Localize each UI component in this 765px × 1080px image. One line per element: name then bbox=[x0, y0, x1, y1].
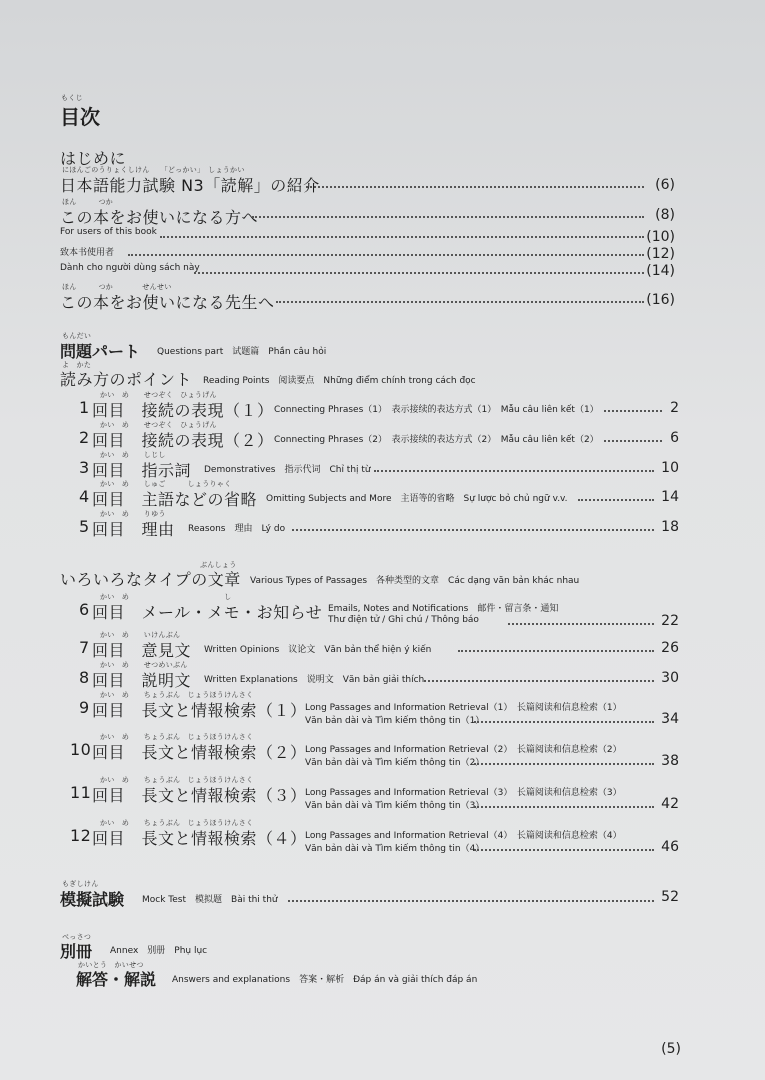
section-heading-mock: 模擬試験 bbox=[60, 890, 125, 909]
lesson-row bbox=[0, 815, 765, 857]
toc-entry-title: 日本語能力試験 N3「読解」の紹介 bbox=[60, 176, 320, 195]
leader-dots bbox=[508, 623, 654, 625]
section-heading-reading-points: 読み方のポイント bbox=[60, 370, 193, 389]
lesson-subtitle: Emails, Notes and Notifications 邮件・留言条・通知 bbox=[328, 604, 559, 614]
lesson-page: 18 bbox=[661, 519, 679, 535]
lesson-subtitle: Long Passages and Information Retrieval（4） 长篇阅读和信息检索（4） bbox=[305, 831, 622, 841]
section-subtitle: Annex 别册 Phụ lục bbox=[110, 946, 208, 956]
section-heading-answers: 解答・解説 bbox=[76, 970, 157, 989]
lesson-page: 6 bbox=[670, 430, 679, 446]
toc-entry-title: 致本书使用者 bbox=[60, 248, 115, 258]
lesson-number: 1 bbox=[79, 398, 90, 417]
lesson-title: 回目 理由 bbox=[92, 520, 175, 539]
toc-entry-title: この本をお使いになる先生へ bbox=[60, 293, 275, 312]
toc-ruby: にほんごのうりょくしけん 「どっかい」 しょうかい bbox=[62, 166, 245, 174]
lesson-number: 3 bbox=[79, 458, 90, 477]
section-subtitle: Reading Points 阅读要点 Những điểm chính trong cách đọc bbox=[203, 376, 476, 386]
leader-dots bbox=[474, 763, 654, 765]
toc-entry-title: この本をお使いになる方へ bbox=[60, 208, 259, 227]
section-subtitle: Answers and explanations 答案・解析 Đáp án và giải thích đáp án bbox=[172, 975, 478, 985]
lesson-ruby: かい め しじし bbox=[100, 451, 166, 459]
lesson-title: 回目 説明文 bbox=[92, 671, 192, 690]
lesson-ruby: かい め ちょうぶん じょうほうけんさく bbox=[100, 691, 254, 699]
section-ruby: ぶんしょう bbox=[200, 561, 237, 569]
section-ruby: もんだい bbox=[62, 332, 92, 340]
lesson-ruby: かい め せつめいぶん bbox=[100, 661, 188, 669]
lesson-row bbox=[0, 772, 765, 814]
section-ruby: かいとう かいせつ bbox=[78, 961, 144, 969]
lesson-title: 回目 接続の表現（２） bbox=[92, 431, 274, 450]
leader-dots bbox=[160, 236, 644, 238]
toc-entry-page: (8) bbox=[655, 207, 675, 223]
lesson-title: 回目 長文と情報検索（２） bbox=[92, 743, 307, 762]
toc-ruby: ほん つか bbox=[62, 198, 114, 206]
leader-dots bbox=[604, 410, 662, 412]
section-subtitle: Mock Test 模拟题 Bài thi thử bbox=[142, 895, 278, 905]
lesson-subtitle-line2: Văn bản dài và Tìm kiếm thông tin（1） bbox=[305, 716, 485, 726]
lesson-subtitle: Connecting Phrases（2） 表示接续的表达方式（2） Mẫu câu liên kết（2） bbox=[274, 435, 599, 445]
lesson-subtitle: Demonstratives 指示代词 Chỉ thị từ bbox=[204, 465, 371, 475]
lesson-page: 42 bbox=[661, 796, 679, 812]
lesson-subtitle: Connecting Phrases（1） 表示接续的表达方式（1） Mẫu câu liên kết（1） bbox=[274, 405, 599, 415]
leader-dots bbox=[474, 806, 654, 808]
lesson-page: 46 bbox=[661, 839, 679, 855]
lesson-subtitle: Written Explanations 说明文 Văn bản giải thích bbox=[204, 675, 425, 685]
title-ruby: もくじ bbox=[61, 94, 83, 102]
lesson-ruby: かい め ちょうぶん じょうほうけんさく bbox=[100, 776, 254, 784]
page-number: (5) bbox=[661, 1041, 681, 1057]
section-ruby: べっさつ bbox=[62, 933, 92, 941]
lesson-number: 12 bbox=[70, 826, 92, 845]
lesson-subtitle-line2: Văn bản dài và Tìm kiếm thông tin（3） bbox=[305, 801, 485, 811]
toc-entry-title: Dành cho người dùng sách này bbox=[60, 263, 200, 273]
lesson-number: 7 bbox=[79, 638, 90, 657]
lesson-page: 14 bbox=[661, 489, 679, 505]
lesson-title: 回目 指示詞 bbox=[92, 461, 192, 480]
lesson-title: 回目 意見文 bbox=[92, 641, 192, 660]
lesson-ruby: かい め しゅご しょうりゃく bbox=[100, 480, 232, 488]
lesson-number: 9 bbox=[79, 698, 90, 717]
toc-entry-page: (16) bbox=[646, 292, 675, 308]
leader-dots bbox=[474, 849, 654, 851]
lesson-subtitle-line2: Văn bản dài và Tìm kiếm thông tin（4） bbox=[305, 844, 485, 854]
lesson-row bbox=[0, 506, 765, 546]
lesson-number: 2 bbox=[79, 428, 90, 447]
leader-dots bbox=[306, 186, 644, 188]
lesson-title: 回目 接続の表現（１） bbox=[92, 401, 274, 420]
lesson-page: 30 bbox=[661, 670, 679, 686]
intro-heading: はじめに bbox=[60, 149, 127, 168]
lesson-subtitle: Omitting Subjects and More 主语等的省略 Sự lược bỏ chủ ngữ v.v. bbox=[266, 494, 568, 504]
lesson-row bbox=[0, 687, 765, 729]
leader-dots bbox=[474, 721, 654, 723]
lesson-subtitle-line2: Thư điện tử / Ghi chú / Thông báo bbox=[328, 615, 479, 625]
lesson-page: 38 bbox=[661, 753, 679, 769]
lesson-subtitle: Written Opinions 议论文 Văn bản thể hiện ý kiến bbox=[204, 645, 432, 655]
leader-dots bbox=[374, 470, 654, 472]
lesson-ruby: かい め ちょうぶん じょうほうけんさく bbox=[100, 819, 254, 827]
leader-dots bbox=[252, 216, 644, 218]
lesson-page: 26 bbox=[661, 640, 679, 656]
lesson-number: 5 bbox=[79, 517, 90, 536]
toc-ruby: ほん つか せんせい bbox=[62, 283, 172, 291]
leader-dots bbox=[604, 440, 662, 442]
section-heading-types: いろいろなタイプの文章 bbox=[60, 570, 241, 589]
lesson-page: 2 bbox=[670, 400, 679, 416]
lesson-number: 10 bbox=[70, 740, 92, 759]
toc-entry-page: (12) bbox=[646, 246, 675, 262]
toc-entry-title: For users of this book bbox=[60, 227, 157, 237]
lesson-ruby: かい め りゆう bbox=[100, 510, 166, 518]
section-subtitle: Various Types of Passages 各种类型的文章 Các dạng văn bản khác nhau bbox=[250, 576, 580, 586]
lesson-page: 34 bbox=[661, 711, 679, 727]
toc-entry-page: (10) bbox=[646, 229, 675, 245]
leader-dots bbox=[128, 254, 644, 256]
lesson-page: 22 bbox=[661, 613, 679, 629]
leader-dots bbox=[194, 272, 644, 274]
lesson-subtitle-line2: Văn bản dài và Tìm kiếm thông tin（2） bbox=[305, 758, 485, 768]
leader-dots bbox=[288, 900, 654, 902]
lesson-ruby: かい め せつぞく ひょうげん bbox=[100, 421, 217, 429]
section-ruby: よ かた bbox=[62, 361, 92, 369]
leader-dots bbox=[292, 529, 654, 531]
lesson-title: 回目 長文と情報検索（４） bbox=[92, 829, 307, 848]
lesson-number: 4 bbox=[79, 487, 90, 506]
lesson-subtitle: Reasons 理由 Lý do bbox=[188, 524, 286, 534]
page-title: 目次 bbox=[60, 105, 100, 129]
section-subtitle: Questions part 试题篇 Phần câu hỏi bbox=[157, 347, 327, 357]
leader-dots bbox=[424, 680, 654, 682]
lesson-number: 8 bbox=[79, 668, 90, 687]
lesson-subtitle: Long Passages and Information Retrieval（2） 长篇阅读和信息检索（2） bbox=[305, 745, 622, 755]
lesson-title: 回目 長文と情報検索（１） bbox=[92, 701, 307, 720]
lesson-row bbox=[0, 589, 765, 629]
lesson-ruby: かい め いけんぶん bbox=[100, 631, 181, 639]
lesson-ruby: かい め ちょうぶん じょうほうけんさく bbox=[100, 733, 254, 741]
lesson-page: 10 bbox=[661, 460, 679, 476]
leader-dots bbox=[276, 301, 644, 303]
section-heading-annex: 別冊 bbox=[60, 942, 93, 961]
lesson-subtitle: Long Passages and Information Retrieval（1） 长篇阅读和信息检索（1） bbox=[305, 703, 622, 713]
lesson-number: 6 bbox=[79, 600, 90, 619]
lesson-ruby: かい め し bbox=[100, 593, 232, 601]
lesson-subtitle: Long Passages and Information Retrieval（3） 长篇阅读和信息检索（3） bbox=[305, 788, 622, 798]
lesson-row bbox=[0, 729, 765, 771]
mock-page: 52 bbox=[661, 889, 679, 905]
lesson-ruby: かい め せつぞく ひょうげん bbox=[100, 391, 217, 399]
lesson-title: 回目 長文と情報検索（３） bbox=[92, 786, 307, 805]
leader-dots bbox=[578, 499, 654, 501]
section-ruby: もぎしけん bbox=[62, 880, 99, 888]
section-heading-questions: 問題パート bbox=[60, 342, 141, 361]
lesson-title: 回目 メール・メモ・お知らせ bbox=[92, 603, 323, 622]
toc-entry-page: (6) bbox=[655, 177, 675, 193]
toc-entry-page: (14) bbox=[646, 263, 675, 279]
lesson-title: 回目 主語などの省略 bbox=[92, 490, 258, 509]
leader-dots bbox=[458, 650, 654, 652]
lesson-number: 11 bbox=[70, 783, 92, 802]
